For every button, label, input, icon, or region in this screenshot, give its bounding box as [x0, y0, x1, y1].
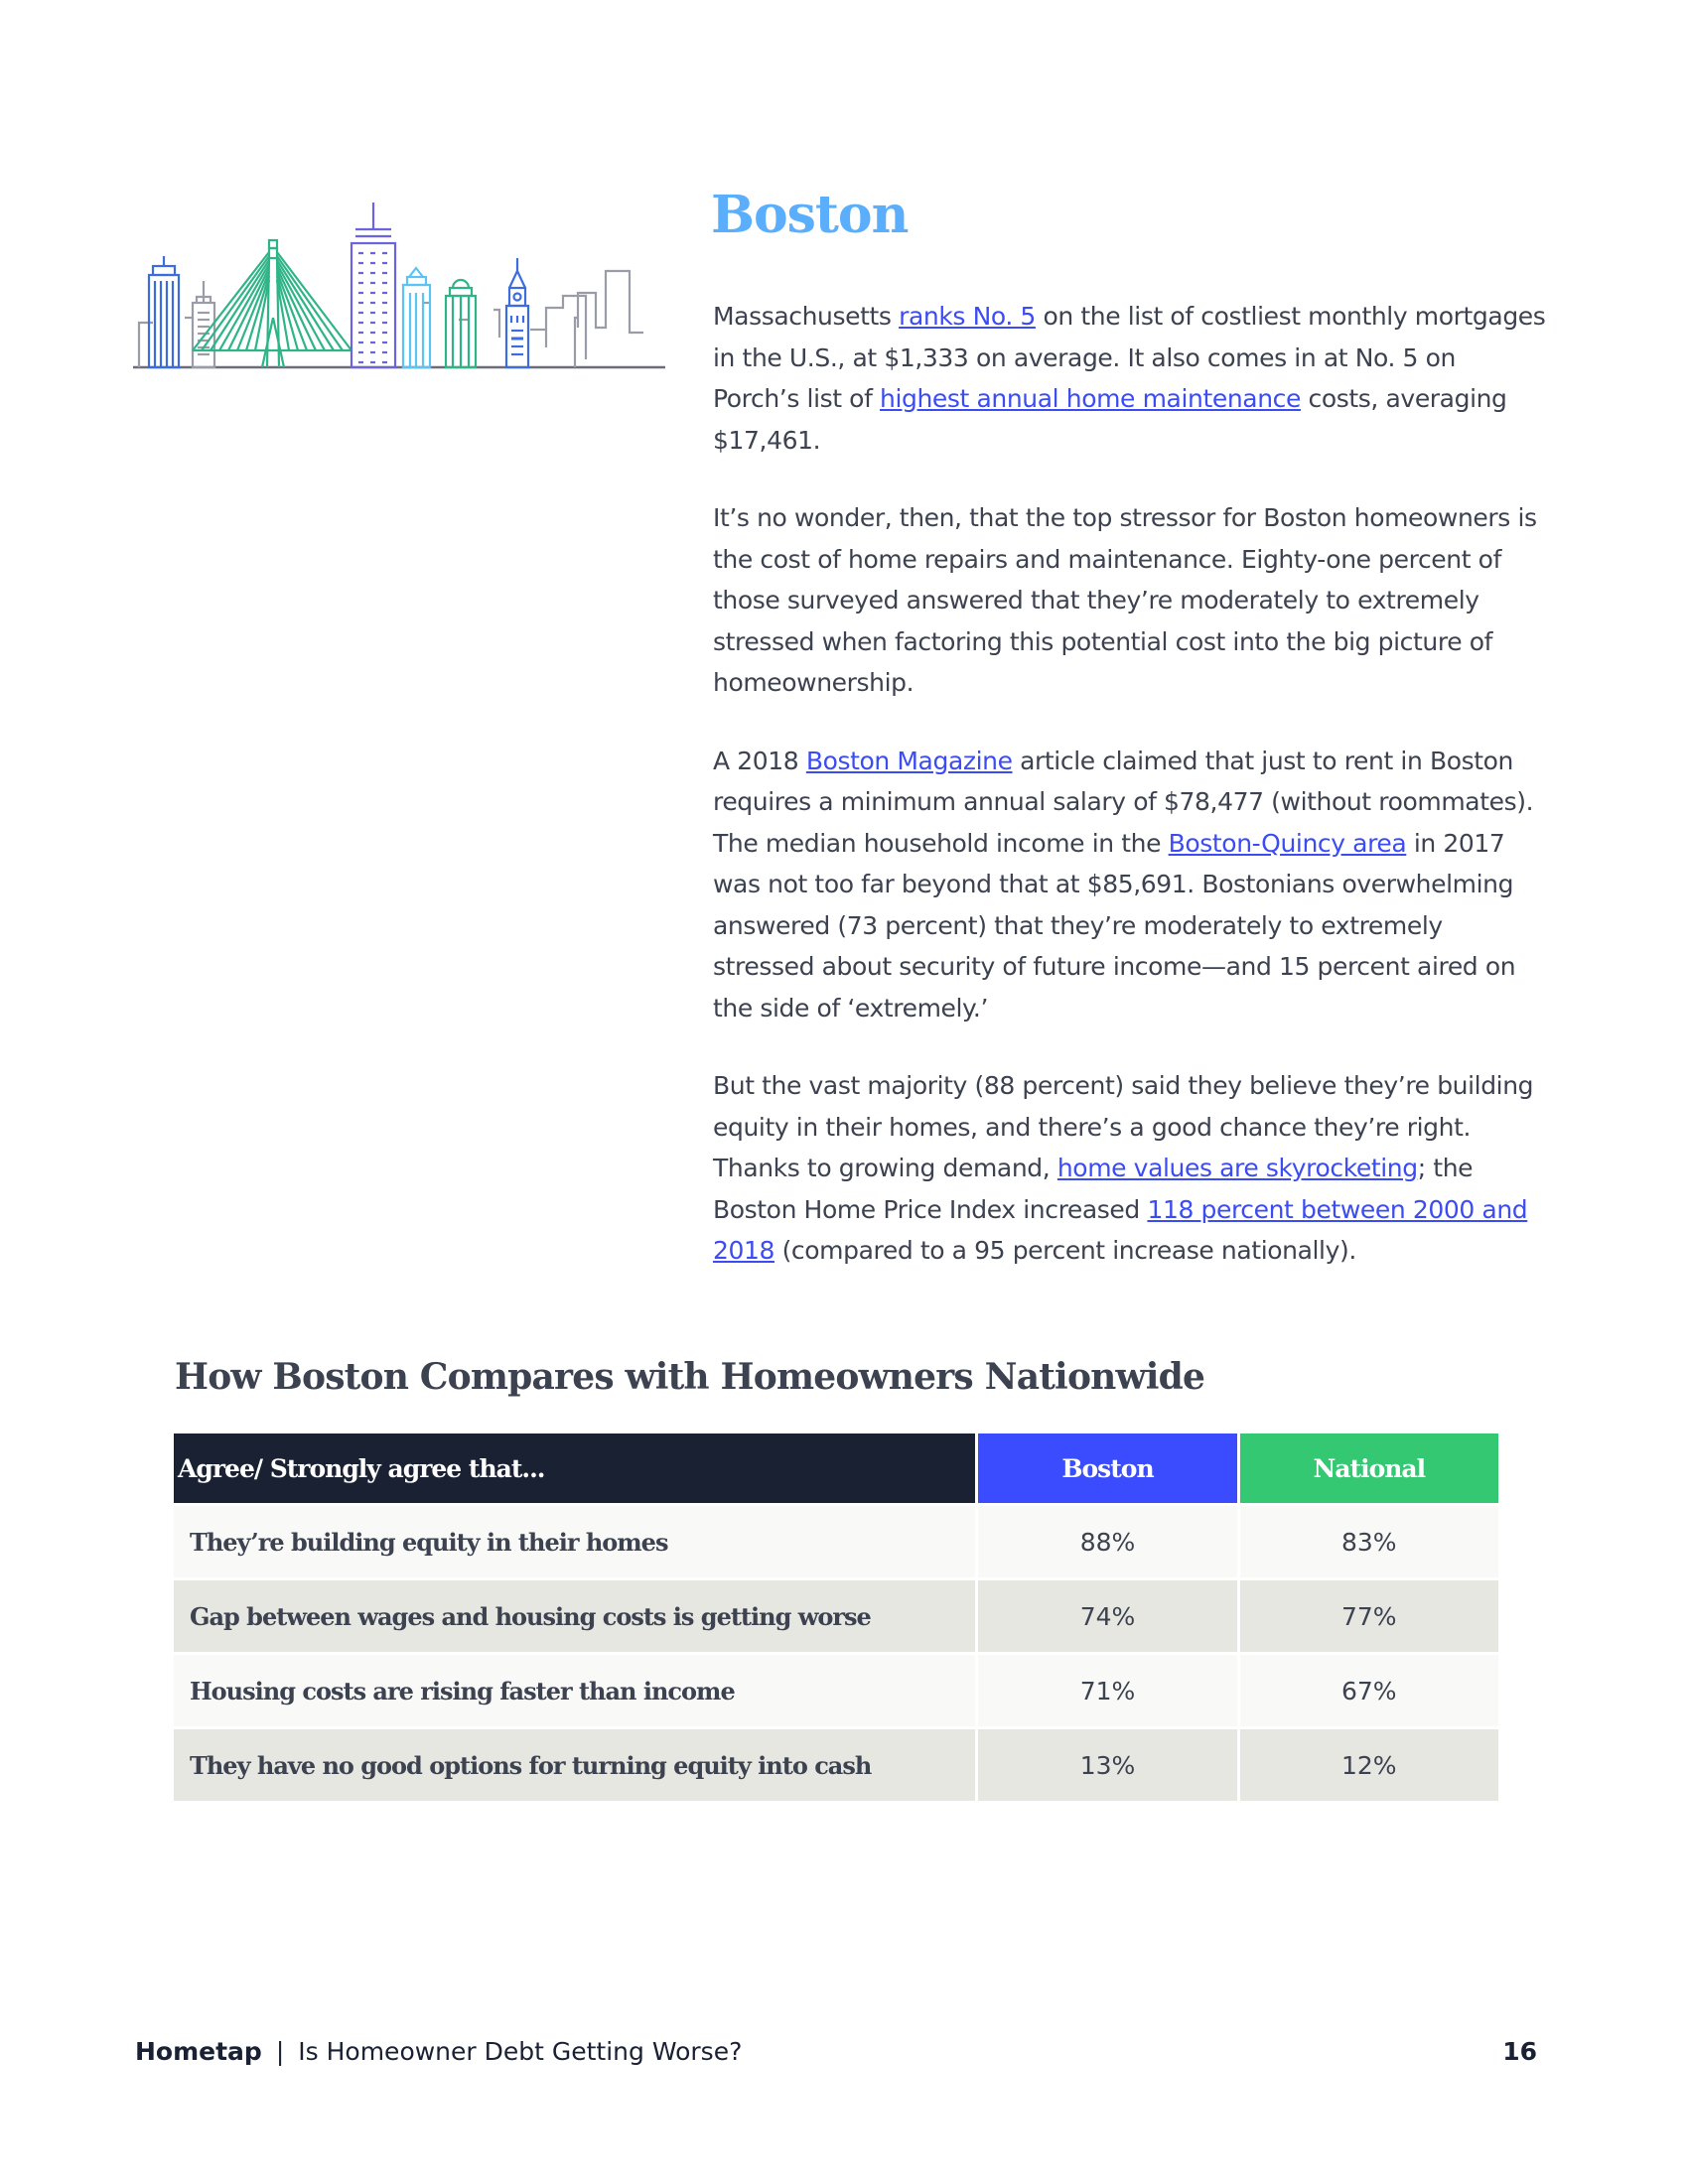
link-home-values[interactable]: home values are skyrocketing — [1056, 1154, 1418, 1182]
text: (compared to a 95 percent increase nationally). — [774, 1236, 1356, 1265]
paragraph-equity — [713, 1065, 1547, 1272]
boston-value: 13% — [978, 1726, 1236, 1801]
paragraph-income — [713, 741, 1547, 1029]
text: A 2018 — [713, 746, 806, 775]
paragraph-stressor: It’s no wonder, then, that the top stressor for Boston homeowners is the cost of home repairs and maintenance. Eighty-one percent of those surveyed answered that they’re moderately to extremely stressed when factoring this potential cost into the big picture of homeownership. — [713, 503, 1537, 697]
article-body — [713, 296, 1547, 1308]
national-value: 77% — [1240, 1577, 1498, 1652]
comparison-table — [171, 1433, 1501, 1801]
boston-skyline-illustration — [133, 189, 665, 373]
link-boston-quincy-area[interactable]: Boston-Quincy area — [1168, 828, 1407, 858]
page-footer — [135, 2037, 1537, 2066]
table-header-row — [174, 1433, 1498, 1503]
link-home-maintenance[interactable]: highest annual home maintenance — [880, 384, 1301, 413]
national-value: 83% — [1240, 1503, 1498, 1577]
statement-cell: They have no good options for turning equity into cash — [174, 1726, 975, 1801]
page-title: Boston — [711, 185, 909, 245]
statement-cell: They’re building equity in their homes — [174, 1503, 975, 1577]
statement-cell: Gap between wages and housing costs is getting worse — [174, 1577, 975, 1652]
text: But the vast majority (88 percent) said they believe they’re building equity in their homes, and there’s a good chance they’re right. Thanks to growing demand, — [713, 1071, 1534, 1182]
header-boston: Boston — [978, 1433, 1236, 1503]
page-number: 16 — [1502, 2037, 1537, 2066]
link-boston-magazine[interactable]: Boston Magazine — [805, 746, 1013, 775]
boston-value: 71% — [978, 1652, 1236, 1726]
text: Massachusetts — [713, 302, 900, 331]
link-price-index[interactable]: 118 percent between 2000 and 2018 — [713, 1194, 1528, 1265]
table-row — [174, 1577, 1498, 1652]
table-row — [174, 1652, 1498, 1726]
paragraph-mortgage-costs — [713, 296, 1547, 461]
text: article claimed that just to rent in Boston requires a minimum annual salary of $78,477 (without roommates). The median household income in the — [713, 746, 1534, 858]
statement-cell: Housing costs are rising faster than income — [174, 1652, 975, 1726]
table-row — [174, 1726, 1498, 1801]
boston-value: 88% — [978, 1503, 1236, 1577]
text: costs, averaging $17,461. — [713, 384, 1507, 455]
footer-separator: | — [275, 2037, 285, 2066]
section-title: How Boston Compares with Homeowners Nationwide — [175, 1356, 1205, 1398]
text: in 2017 was not too far beyond that at $85,691. Bostonians overwhelming answered (73 percent) that they’re moderately to extremely stressed about security of future income—and 15 percent aired on the side of ‘extremely.’ — [713, 828, 1516, 1023]
table-row — [174, 1503, 1498, 1577]
header-statement: Agree/ Strongly agree that... — [174, 1433, 975, 1503]
footer-brand: Hometap — [135, 2037, 262, 2066]
boston-value: 74% — [978, 1577, 1236, 1652]
national-value: 67% — [1240, 1652, 1498, 1726]
text: on the list of costliest monthly mortgages in the U.S., at $1,333 on average. It also comes in at No. 5 on Porch’s list of — [713, 302, 1546, 413]
header-national: National — [1240, 1433, 1498, 1503]
national-value: 12% — [1240, 1726, 1498, 1801]
link-ranks-no-5[interactable]: ranks No. 5 — [899, 302, 1036, 331]
footer-doc-title: Is Homeowner Debt Getting Worse? — [298, 2037, 743, 2066]
text: ; the Boston Home Price Index increased — [713, 1154, 1474, 1224]
